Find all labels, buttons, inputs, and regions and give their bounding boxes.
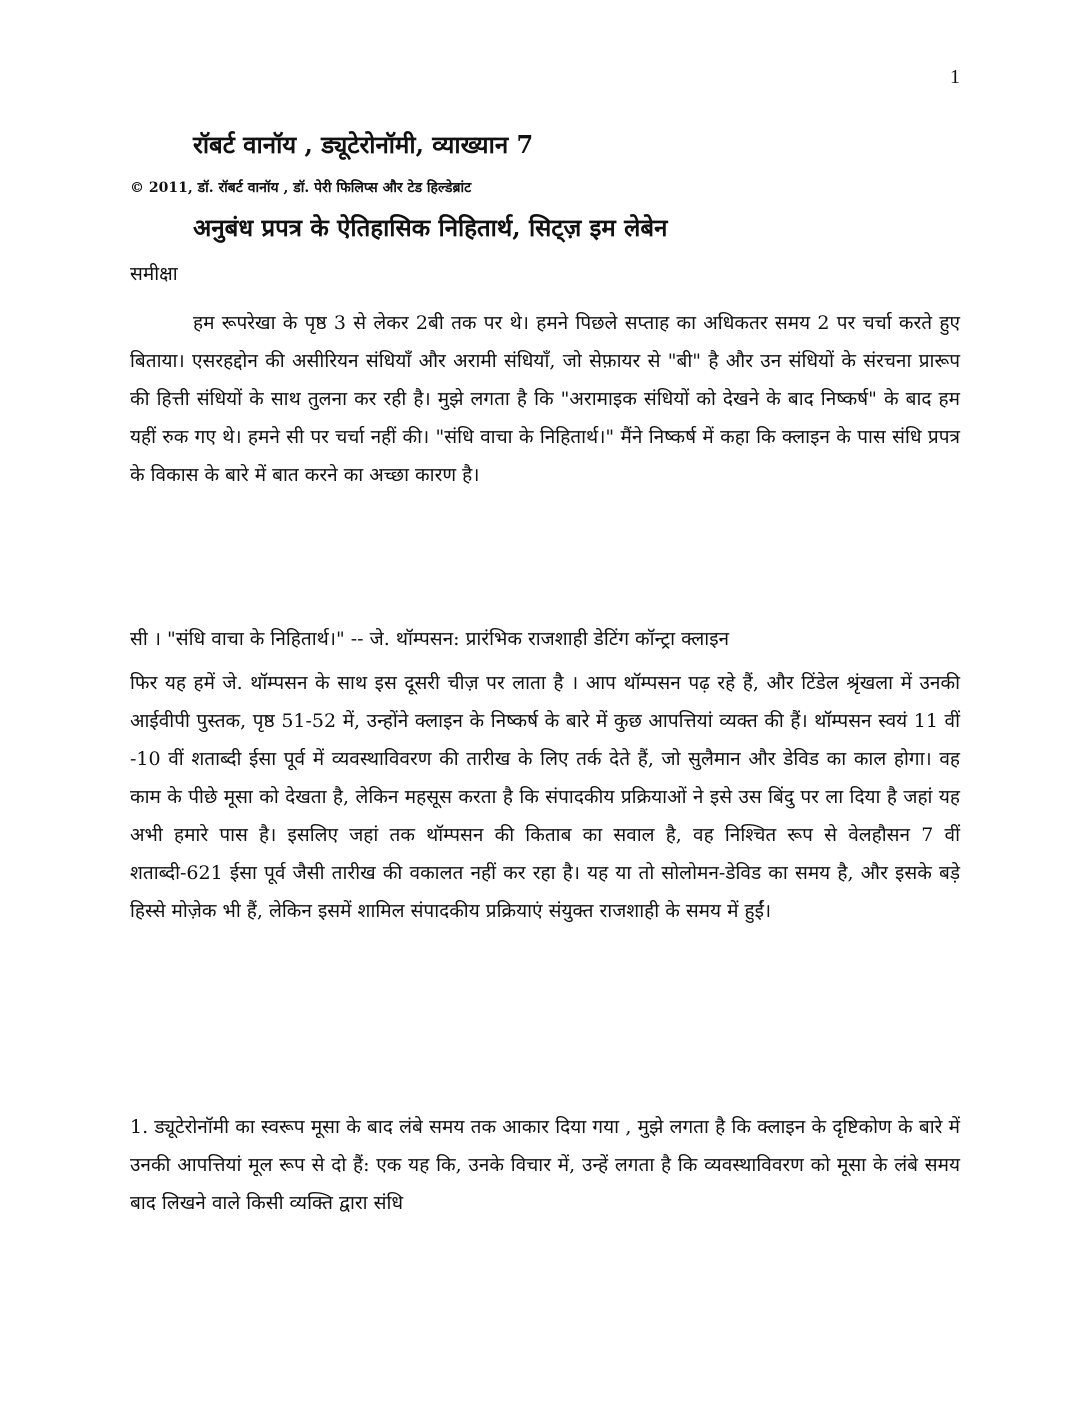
- paragraph-thompson: फिर यह हमें जे. थॉम्पसन के साथ इस दूसरी चीज़ पर लाता है । आप थॉम्पसन पढ़ रहे हैं, और टिंडेल श्रृंखला में उनकी आईवीपी पुस्तक, पृष्ठ 51-52 में, उन्होंने क्लाइन के निष्कर्ष के बारे में कुछ आपत्तियां व्यक्त की हैं। थॉम्पसन स्वयं 11 वीं -10 वीं शताब्दी ईसा पूर्व में व्यवस्थाविवरण की तारीख के लिए तर्क देते हैं, जो सुलैमान और डेविड का काल होगा। वह काम के पीछे मूसा को देखता है, लेकिन महसूस करता है कि संपादकीय प्रक्रियाओं ने इसे उस बिंदु पर ला दिया है जहां यह अभी हमारे पास है। इसलिए जहां तक थॉम्पसन की किताब का सवाल है, वह निश्चित रूप से वेलहौसन 7 वीं शताब्दी-621 ईसा पूर्व जैसी तारीख की वकालत नहीं कर रहा है। यह या तो सोलोमन-डेविड का समय है, और इसके बड़े हिस्से मोज़ेक भी हैं, लेकिन इसमें शामिल संपादकीय प्रक्रियाएं संयुक्त राजशाही के समय में हुईं।: [130, 672, 960, 922]
- copyright-line: © 2011, डॉ. रॉबर्ट वानॉय , डॉ. पेरी फिलिप्स और टेड हिल्डेब्रांट: [130, 180, 472, 196]
- document-subtitle: अनुबंध प्रपत्र के ऐतिहासिक निहितार्थ, सिट्ज़ इम लेबेन: [193, 213, 668, 242]
- paragraph-review: हम रूपरेखा के पृष्ठ 3 से लेकर 2बी तक पर थे। हमने पिछले सप्ताह का अधिकतर समय 2 पर चर्चा करते हुए बिताया। एसरहद्दोन की असीरियन संधियाँ और अरामी संधियाँ, जो सेफ़ायर से "बी" है और उन संधियों के संरचना प्रारूप की हित्ती संधियों के साथ तुलना कर रही है। मुझे लगता है कि "अरामाइक संधियों को देखने के बाद निष्कर्ष" के बाद हम यहीं रुक गए थे। हमने सी पर चर्चा नहीं की। "संधि वाचा के निहितार्थ।" मैंने निष्कर्ष में कहा कि क्लाइन के पास संधि प्रपत्र के विकास के बारे में बात करने का अच्छा कारण है।: [130, 312, 960, 486]
- page-number: 1: [950, 66, 960, 88]
- section-heading-c: सी । "संधि वाचा के निहितार्थ।" -- जे. थॉम्पसन: प्रारंभिक राजशाही डेटिंग कॉन्ट्रा क्लाइन: [130, 628, 730, 650]
- paragraph-point-1: 1. ड्यूटेरोनॉमी का स्वरूप मूसा के बाद लंबे समय तक आकार दिया गया , मुझे लगता है कि क्लाइन के दृष्टिकोण के बारे में उनकी आपत्तियां मूल रूप से दो हैं: एक यह कि, उनके विचार में, उन्हें लगता है कि व्यवस्थाविवरण को मूसा के लंबे समय बाद लिखने वाले किसी व्यक्ति द्वारा संधि: [130, 1116, 960, 1214]
- section-label-review: समीक्षा: [130, 263, 178, 285]
- document-title: रॉबर्ट वानॉय , ड्यूटेरोनॉमी, व्याख्यान 7: [193, 130, 534, 159]
